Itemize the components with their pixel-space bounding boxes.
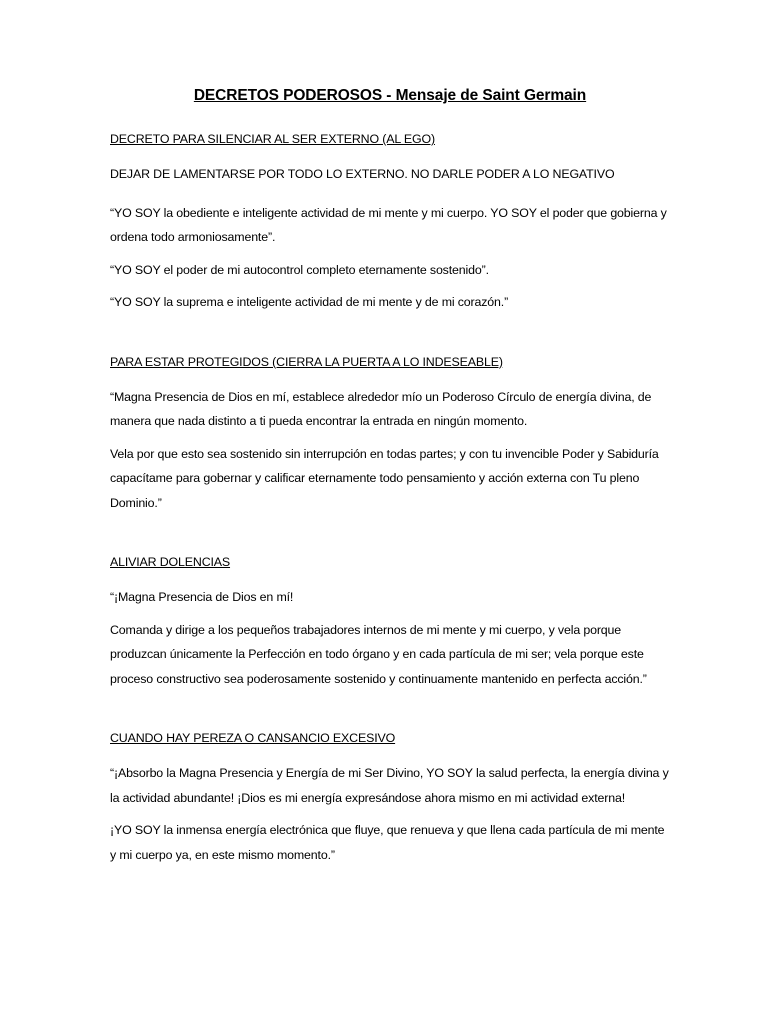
section-paragraph: “Magna Presencia de Dios en mí, establece alrededor mío un Poderoso Círculo de energía divina, de manera que nada distinto a ti pueda encontrar la entrada en ningún momento.	[110, 389, 652, 428]
section-paragraph: “¡Magna Presencia de Dios en mí!	[110, 590, 294, 604]
section-paragraph: “YO SOY el poder de mi autocontrol completo eternamente sostenido”.	[110, 262, 489, 277]
section-heading: CUANDO HAY PEREZA O CANSANCIO EXCESIVO	[110, 731, 396, 745]
section-paragraph: ¡YO SOY la inmensa energía electrónica que fluye, que renueva y que llena cada partícula de mi mente y mi cuerpo ya, en este mismo momento.”	[110, 823, 665, 862]
section-heading: PARA ESTAR PROTEGIDOS (CIERRA LA PUERTA A LO INDESEABLE)	[110, 354, 503, 369]
section-paragraph: “YO SOY la suprema e inteligente actividad de mi mente y de mi corazón.”	[110, 295, 509, 309]
section-spacer	[110, 699, 670, 729]
section-paragraph: DEJAR DE LAMENTARSE POR TODO LO EXTERNO. NO DARLE PODER A LO NEGATIVO	[110, 167, 615, 181]
document-title: DECRETOS PODEROSOS - Mensaje de Saint Germain	[193, 87, 587, 104]
section-heading: DECRETO PARA SILENCIAR AL SER EXTERNO (AL EGO)	[110, 132, 435, 146]
section-heading: ALIVIAR DOLENCIAS	[110, 555, 231, 569]
section-silenciar-ego	[110, 130, 670, 315]
section-spacer	[110, 323, 670, 353]
section-paragraph: “YO SOY la obediente e inteligente actividad de mi mente y mi cuerpo. YO SOY el poder que gobierna y ordena todo armoniosamente”.	[110, 205, 667, 244]
section-paragraph: Comanda y dirige a los pequeños trabajadores internos de mi mente y mi cuerpo, y vela porque produzcan únicamente la Perfección en todo órgano y en cada partícula de mi ser; vela porque este proceso constructivo sea poderosamente sostenido y continuamente mantenido en perfecta acción.”	[110, 622, 647, 686]
section-pereza-cansancio	[110, 729, 670, 867]
section-proteccion	[110, 353, 670, 516]
section-aliviar-dolencias	[110, 553, 670, 691]
section-spacer	[110, 523, 670, 553]
document-content	[110, 86, 670, 875]
section-paragraph: “¡Absorbo la Magna Presencia y Energía de mi Ser Divino, YO SOY la salud perfecta, la energía divina y la actividad abundante! ¡Dios es mi energía expresándose ahora mismo en mi actividad externa!	[110, 766, 669, 805]
section-paragraph: Vela por que esto sea sostenido sin interrupción en todas partes; y con tu invencible Poder y Sabiduría capacítame para gobernar y calificar eternamente todo pensamiento y acción externa con Tu pleno Dominio.”	[110, 446, 659, 510]
